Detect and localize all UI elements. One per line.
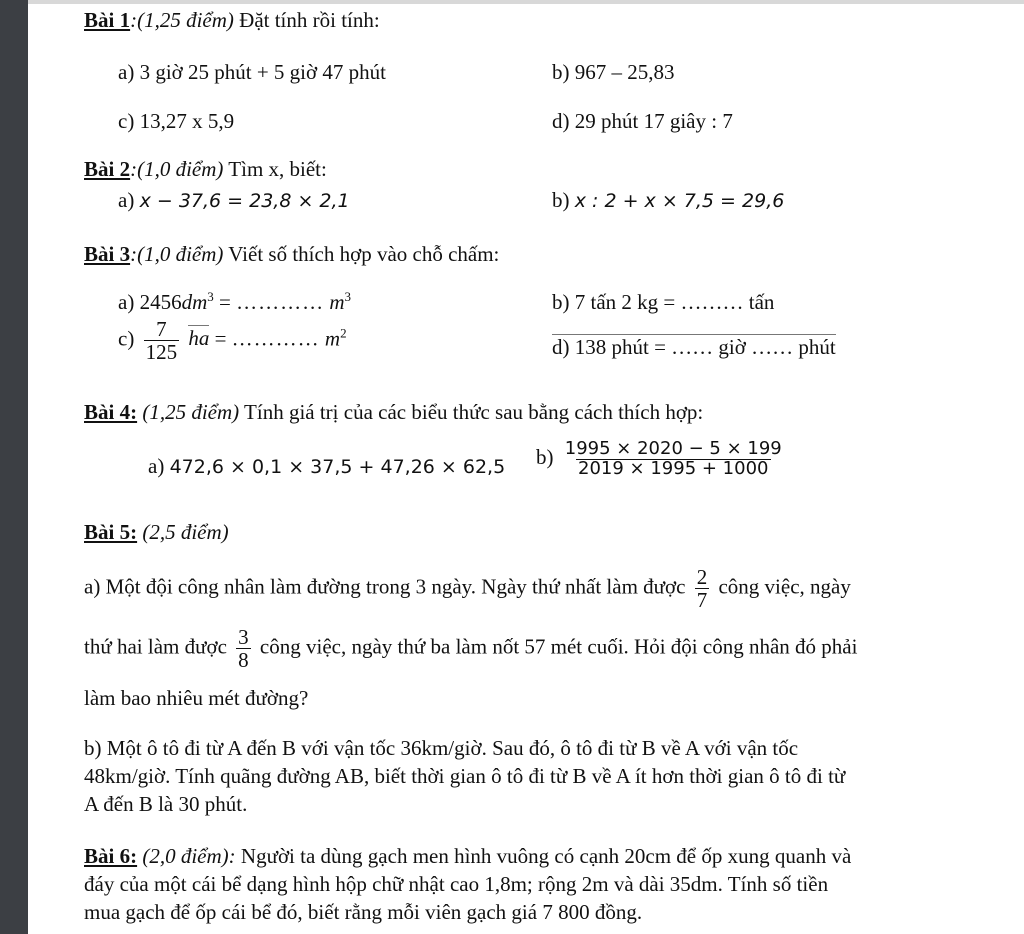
bai4-prompt: Tính giá trị của các biểu thức sau bằng cách thích hợp:: [239, 400, 704, 424]
bai4-points: (1,25 điểm): [137, 400, 240, 424]
bai3-points: :(1,0 điểm): [130, 242, 224, 266]
bai6-line2: đáy của một cái bể dạng hình hộp chữ nhật cao 1,8m; rộng 2m và dài 35dm. Tính số tiền: [84, 872, 829, 896]
bai1-heading: [84, 8, 380, 32]
bai3-d: d) 138 phút = …… giờ …… phút: [552, 335, 836, 359]
bai1-c: c) 13,27 x 5,9: [118, 109, 235, 133]
bai1-a: a) 3 giờ 25 phút + 5 giờ 47 phút: [118, 60, 386, 84]
bai3-a-exp2: 3: [344, 289, 352, 304]
bai3-label: Bài 3: [84, 242, 131, 266]
bai6-line3: mua gạch để ốp cái bể đó, biết rằng mỗi viên gạch giá 7 800 đồng.: [84, 900, 643, 924]
bai4-label: Bài 4:: [84, 400, 138, 424]
bai5-a-fraction1: [695, 566, 710, 611]
bai2-a-prefix: a): [118, 188, 135, 212]
bai3-c-prefix: c): [118, 326, 135, 351]
bai2-points: :(1,0 điểm): [130, 157, 224, 181]
bai3-a-exp: 3: [207, 289, 214, 304]
bai5-a-f1-num: 2: [696, 566, 708, 589]
bai2-b-expr: x : 2 + x × 7,5 = 29,6: [574, 190, 785, 212]
bai4-a-expr: 472,6 × 0,1 × 37,5 + 47,26 × 62,5: [169, 456, 506, 478]
bai4-a-prefix: a): [148, 454, 165, 478]
bai6-line1-post: Người ta dùng gạch men hình vuông có cạnh 20cm để ốp xung quanh và: [235, 844, 852, 868]
bai6-line1: [84, 844, 1024, 868]
bai3-c-num: 7: [156, 317, 167, 341]
bai5-a-f1-den: 7: [696, 588, 708, 612]
bai4-heading: [84, 400, 703, 424]
bai4-b-den: 2019 × 1995 + 1000: [578, 457, 769, 479]
bai2-label: Bài 2: [84, 157, 131, 181]
bai3-a-unit1: dm: [181, 290, 208, 314]
bai3-c-fraction: [144, 318, 180, 363]
bai5-a-line1: [84, 566, 1024, 611]
bai3-prompt: Viết số thích hợp vào chỗ chấm:: [223, 242, 500, 266]
bai5-a-line3: làm bao nhiêu mét đường?: [84, 686, 309, 710]
bai3-heading: [84, 242, 499, 266]
bai6-label: Bài 6:: [84, 844, 138, 868]
bai5-b-line2: 48km/giờ. Tính quãng đường AB, biết thời gian ô tô đi từ B về A ít hơn thời gian ô tô đi từ: [84, 764, 846, 788]
bai3-a-prefix: a) 2456: [118, 290, 182, 314]
bai3-a-dots: …………: [236, 290, 325, 314]
bai3-c-eq: =: [209, 326, 232, 351]
bai2-a-expr: x − 37,6 = 23,8 × 2,1: [139, 190, 350, 212]
bai4-b-fraction: [563, 440, 784, 479]
bai3-a-eq: =: [213, 290, 237, 314]
bai5-label: Bài 5:: [84, 520, 138, 544]
bai3-c-dots: …………: [231, 326, 320, 351]
bai1-d: d) 29 phút 17 giây : 7: [552, 109, 733, 133]
bai4-b-num: 1995 × 2020 − 5 × 199: [564, 438, 782, 459]
bai5-b-line1: b) Một ô tô đi từ A đến B với vận tốc 36km/giờ. Sau đó, ô tô đi từ B về A với vận tốc: [84, 736, 799, 760]
bai1-prompt: Đặt tính rồi tính:: [233, 8, 380, 32]
bai3-c: [118, 318, 347, 363]
bai5-a-line2-pre: thứ hai làm được: [84, 634, 227, 659]
viewer-top-edge: [28, 0, 1024, 4]
bai2-heading: [84, 157, 327, 181]
bai4-b: [536, 440, 788, 479]
bai3-c-unit: ha: [188, 326, 210, 351]
bai5-heading: [84, 520, 229, 544]
bai1-b: b) 967 – 25,83: [552, 60, 675, 84]
bai5-points: (2,5 điểm): [137, 520, 229, 544]
bai5-b-line3: A đến B là 30 phút.: [84, 792, 248, 816]
bai1-points: :(1,25 điểm): [130, 8, 234, 32]
bai3-a-unit2: m: [324, 290, 345, 314]
bai2-b-prefix: b): [552, 188, 570, 212]
bai3-c-unit2: m: [319, 326, 341, 351]
bai5-a-line2-post: công việc, ngày thứ ba làm nốt 57 mét cuối. Hỏi đội công nhân đó phải: [259, 634, 858, 659]
viewer-left-edge: [0, 0, 28, 934]
bai5-a-f2-den: 8: [238, 648, 249, 672]
bai3-c-exp2: 2: [340, 325, 347, 341]
bai5-a-line2: [84, 626, 1024, 671]
bai2-prompt: Tìm x, biết:: [223, 157, 327, 181]
bai1-label: Bài 1: [84, 8, 131, 32]
bai4-b-prefix: b): [536, 445, 554, 470]
bai4-a: [148, 454, 505, 479]
bai2-a: [118, 188, 350, 213]
bai5-a-f2-num: 3: [238, 626, 249, 649]
bai5-a-line1-pre: a) Một đội công nhân làm đường trong 3 ngày. Ngày thứ nhất làm được: [84, 574, 686, 599]
bai3-b: b) 7 tấn 2 kg = ……… tấn: [552, 290, 775, 314]
bai5-a-fraction2: [236, 626, 251, 671]
bai3-c-den: 125: [145, 340, 178, 365]
bai3-a: [118, 290, 351, 314]
bai5-a-line1-post: công việc, ngày: [718, 574, 851, 599]
bai2-b: [552, 188, 784, 213]
bai6-points: (2,0 điểm):: [137, 844, 236, 868]
